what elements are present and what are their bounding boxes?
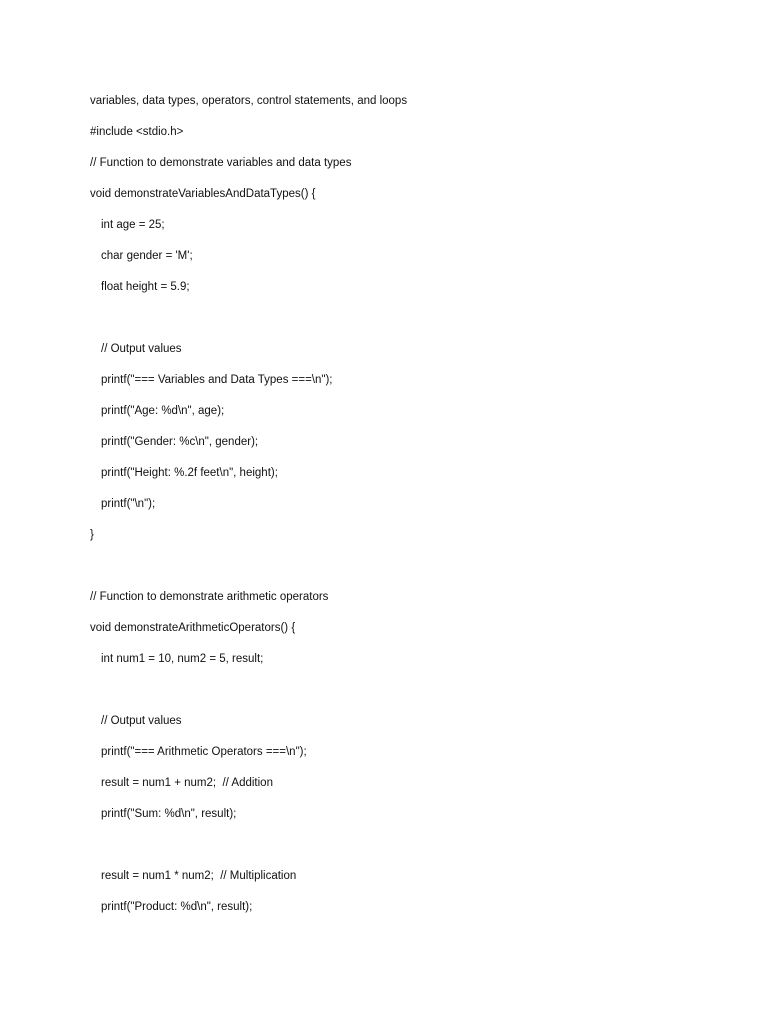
code-line: printf("\n");	[101, 498, 156, 510]
code-line: printf("Gender: %c\n", gender);	[101, 436, 259, 448]
include-directive: #include <stdio.h>	[90, 126, 184, 138]
code-line: printf("=== Arithmetic Operators ===\n");	[101, 746, 307, 758]
code-line: float height = 5.9;	[101, 281, 190, 293]
code-line: result = num1 + num2; // Addition	[101, 777, 273, 789]
code-line: printf("=== Variables and Data Types ===\n");	[101, 374, 333, 386]
code-line: int num1 = 10, num2 = 5, result;	[101, 653, 264, 665]
code-comment: // Function to demonstrate variables and data types	[90, 157, 352, 169]
code-comment: // Output values	[101, 343, 182, 355]
function-declaration: void demonstrateVariablesAndDataTypes() {	[90, 188, 316, 200]
code-line: printf("Sum: %d\n", result);	[101, 808, 237, 820]
code-line: printf("Height: %.2f feet\n", height);	[101, 467, 278, 479]
code-line: printf("Product: %d\n", result);	[101, 901, 253, 913]
function-declaration: void demonstrateArithmeticOperators() {	[90, 622, 296, 634]
document-heading: variables, data types, operators, control statements, and loops	[90, 95, 408, 107]
closing-brace: }	[90, 529, 94, 541]
code-comment: // Function to demonstrate arithmetic operators	[90, 591, 329, 603]
code-line: printf("Age: %d\n", age);	[101, 405, 225, 417]
code-line: result = num1 * num2; // Multiplication	[101, 870, 297, 882]
code-line: int age = 25;	[101, 219, 165, 231]
code-line: char gender = 'M';	[101, 250, 193, 262]
code-comment: // Output values	[101, 715, 182, 727]
